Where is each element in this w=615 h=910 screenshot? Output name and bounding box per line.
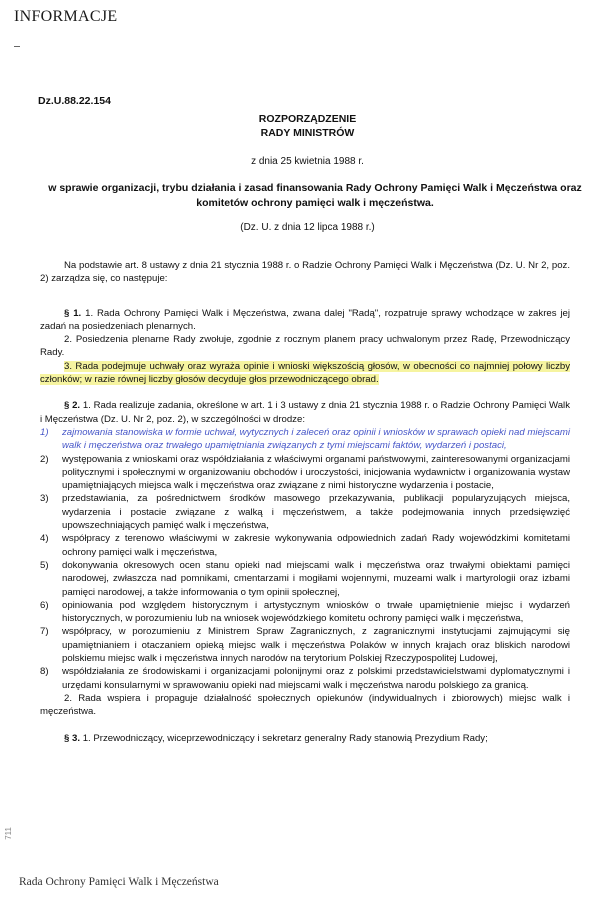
list-item-text: występowania z wnioskami oraz współdziałania z właściwymi organami państwowymi, zainteresowanymi organizacjami politycznymi i społecznymi w organizowaniu obchodów i uroczystości, inicjowania wydawnictw i organizowania wystaw upamiętniających miejsca walk i męczeństwa oraz związane z nimi historyczne wydarzenia i postacie, xyxy=(62,453,570,492)
list-item-number: 5) xyxy=(40,559,49,571)
title-council: RADY MINISTRÓW xyxy=(260,127,355,139)
intro-paragraph: Na podstawie art. 8 ustawy z dnia 21 stycznia 1988 r. o Radzie Ochrony Pamięci Walk i Męczeństwa (Dz. U. Nr 2, poz. 2) zarządza się, co następuje: xyxy=(40,260,570,285)
list-item xyxy=(40,599,570,626)
list-item-number: 6) xyxy=(40,599,49,611)
list-item-text: przedstawiania, za pośrednictwem środków masowego przekazywania, publikacji popularyzujących miejsca, wydarzenia i postacie związane z walką i męczeństwem, a także podejmowania innych przedsięwzięć upowszechniających pamięć walk i męczeństwa, xyxy=(62,493,570,532)
list-item-number: 3) xyxy=(40,493,49,505)
list-item-text: współdziałania ze środowiskami i organizacjami polonijnymi oraz z polskimi przedstawicielstwami dyplomatycznymi i urzędami konsularnymi w sprawowaniu opieki nad miejscami walk i męczeństwa narodu polskiego za granicą. xyxy=(62,666,570,691)
list-item-number: 1) xyxy=(40,426,49,438)
list-item-text: opiniowania pod względem historycznym i artystycznym wniosków o trwałe upamiętnienie miejsc i wydarzeń historycznych, w porozumieniu lub na wniosek wojewódzkiego komitetu ochrony pamięci walk i męczeństwa, xyxy=(62,599,570,625)
section-2-mark: § 2. xyxy=(64,400,81,412)
list-item xyxy=(40,559,570,599)
list-item xyxy=(40,426,570,453)
section-1-para-3-text: 3. Rada podejmuje uchwały oraz wyraża opinie i wnioski większością głosów, w obecności co najmniej połowy liczby członków; w razie równej liczby głosów decyduje głos przewodniczącego obrad. xyxy=(40,360,570,386)
section-3-para-1 xyxy=(40,732,570,745)
page-footer: Rada Ochrony Pamięci Walk i Męczeństwa xyxy=(19,876,219,888)
list-item xyxy=(40,492,570,532)
section-1-para-3 xyxy=(40,360,570,387)
list-item-number: 8) xyxy=(40,666,49,678)
document-id: Dz.U.88.22.154 xyxy=(38,95,111,107)
list-item-text: dokonywania okresowych ocen stanu opieki nad miejscami walk i męczeństwa oraz trwałymi obiektami pamięci narodowej, zwłaszcza nad pomnikami, cmentarzami i mogiłami wojennymi, muzeami walk i martyrologii oraz izbami pamięci narodowej, a także informowania o tym opinii społecznej, xyxy=(62,559,570,598)
section-1-para-2: 2. Posiedzenia plenarne Rady zwołuje, zgodnie z rocznym planem pracy uchwalonym przez Radę, Przewodniczący Rady. xyxy=(40,334,570,359)
list-item-number: 2) xyxy=(40,453,49,465)
list-item xyxy=(40,532,570,559)
document-body xyxy=(40,259,570,745)
section-2-list xyxy=(40,426,570,692)
list-item xyxy=(40,665,570,692)
section-1-mark: § 1. xyxy=(64,307,82,319)
section-2-para-2: 2. Rada wspiera i propaguje działalność społecznych opiekunów (indywidualnych i zbiorowych) miejsc walk i męczeństwa. xyxy=(40,692,570,718)
list-item-text: współpracy, w porozumieniu z Ministrem Spraw Zagranicznych, z zagranicznymi instytucjami zajmującymi się upamiętnianiem i otaczaniem opieką miejsc walk i męczeństwa Polaków w innych krajach oraz bliskich narodowi polskiemu miejsc walk i męczeństwa innych narodów na terytorium Polskiej Rzeczypospolitej Ludowej, xyxy=(62,626,570,665)
section-header: INFORMACJE xyxy=(14,8,118,25)
margin-page-mark: 711 xyxy=(4,827,13,840)
list-item xyxy=(40,453,570,493)
list-item-number: 4) xyxy=(40,533,49,545)
list-item xyxy=(40,625,570,665)
section-3-para-1-text: 1. Przewodniczący, wiceprzewodniczący i sekretarz generalny Rady stanowią Prezydium Rady; xyxy=(82,732,488,744)
section-1-para-1 xyxy=(40,307,570,334)
list-item-text: zajmowania stanowiska w formie uchwał, wytycznych i zaleceń oraz opinii i wniosków w sprawach opieki nad miejscami walk i męczeństwa oraz trwałego upamiętniania związanych z tymi miejscami faktów, wydarzeń i postaci, xyxy=(62,426,570,452)
section-3-mark: § 3. xyxy=(64,732,81,744)
section-2-intro-text: 1. Rada realizuje zadania, określone w art. 1 i 3 ustawy z dnia 21 stycznia 1988 r. o Radzie Ochrony Pamięci Walk i Męczeństwa (Dz. U. Nr 2, poz. 2), w szczególności w drodze: xyxy=(40,400,570,425)
header-dash xyxy=(14,46,20,47)
section-1-para-1-text: 1. Rada Ochrony Pamięci Walk i Męczeństwa, zwana dalej "Radą", rozpatruje sprawy wchodzące w zakres jej zadań na posiedzeniach plenarnych. xyxy=(40,307,570,332)
title-regulation: ROZPORZĄDZENIE xyxy=(258,113,357,125)
journal-reference: (Dz. U. z dnia 12 lipca 1988 r.) xyxy=(240,222,375,233)
list-item-number: 7) xyxy=(40,626,49,638)
section-2-intro xyxy=(40,399,570,426)
regulation-subject: w sprawie organizacji, trybu działania i zasad finansowania Rady Ochrony Pamięci Walk i Męczeństwa oraz komitetów ochrony pamięci walk i męczeństwa. xyxy=(48,182,582,209)
issue-date: z dnia 25 kwietnia 1988 r. xyxy=(251,156,364,167)
list-item-text: współpracy z terenowo właściwymi w zakresie wykonywania odpowiednich zadań Rady wojewódzkimi komitetami ochrony pamięci walk i męczeństwa, xyxy=(62,533,570,558)
